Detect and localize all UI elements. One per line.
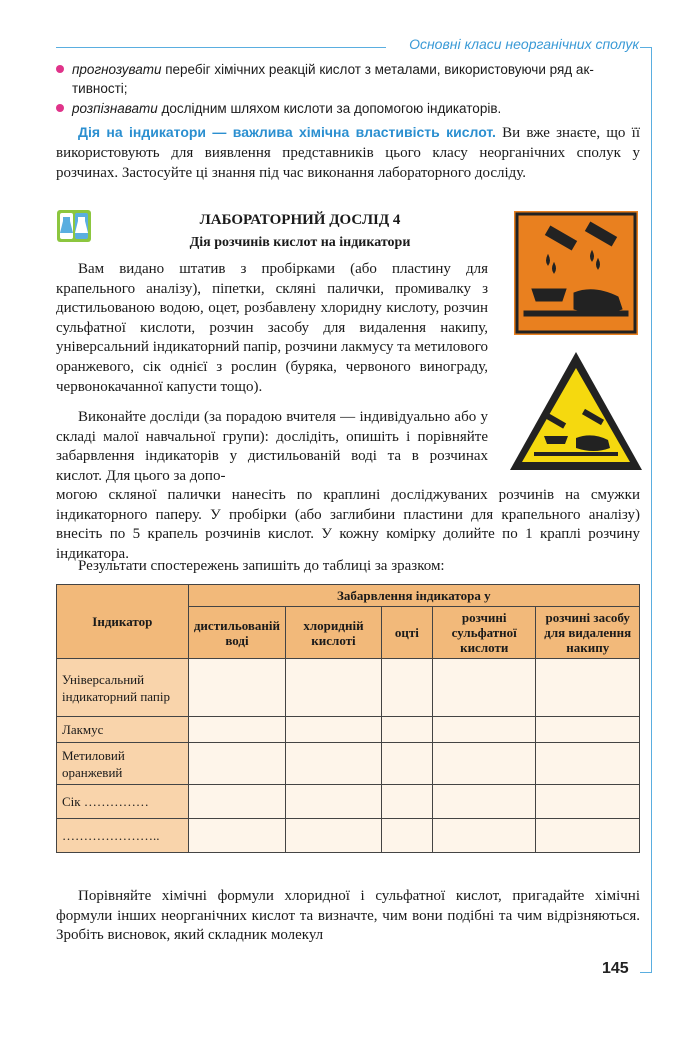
side-rule-bottom <box>640 972 652 973</box>
key-statement: Дія на індикатори — важлива хімічна властивість кислот. <box>78 124 496 140</box>
table-cell <box>536 659 640 717</box>
lab-paragraph-2: Виконайте досліди (за порадою вчителя — індивідуально або у складі малої навчальної групи): дослідіть, опишіть і порівняйте забарвлення індикаторів у дистильованій воді та в розчинах кислот. Для цього за допо- <box>56 409 488 484</box>
objective-item <box>56 60 640 98</box>
table-cell <box>188 717 286 743</box>
side-rule <box>651 47 652 972</box>
corrosive-warning-icon <box>506 348 646 474</box>
table-cell <box>188 785 286 819</box>
lab-experiment-icon <box>56 209 92 243</box>
table-cell <box>286 717 381 743</box>
row-header: Лакмус <box>57 717 189 743</box>
table-cell <box>381 785 432 819</box>
table-cell <box>536 717 640 743</box>
objective-text: дослідним шляхом кислоти за допомогою індикаторів. <box>157 101 502 116</box>
color-group-header: Забарвлення індикатора у <box>188 585 639 607</box>
closing-paragraph: Порівняйте хімічні формули хлоридної і сульфатної кислот, пригадайте хімічні формули інших неорганічних кислот та визначте, чим вони подібні та чим відрізняються. Зробіть висновок, який складник молекул <box>56 888 640 944</box>
table-cell <box>286 743 381 785</box>
corrosive-hazard-icon <box>514 211 638 335</box>
table-cell <box>188 659 286 717</box>
col-header: оцті <box>381 607 432 659</box>
table-cell <box>432 743 536 785</box>
table-row <box>57 785 640 819</box>
lab-paragraph-3: могою скляної палички нанесіть по краплині досліджуваних розчинів на смужки індикаторного паперу. У пробірки (або заглибини пластини для крапельного аналізу) внесіть по 5 крапель розчинів кислот. У кожну комірку долийте по 1 краплі розчину індикатора. <box>56 487 640 562</box>
table-row <box>57 819 640 853</box>
table-row <box>57 717 640 743</box>
lab-paragraph-4: Результати спостережень запишіть до таблиці за зразком: <box>78 558 445 574</box>
col-header: хлоридній кислоті <box>286 607 381 659</box>
table-cell <box>286 785 381 819</box>
intro-text: Ви вже знаєте, що її використовують для виявлення представників цього класу неорганічних сполук у розчинах. Застосуйте ці знання під час виконання лабораторного досліду. <box>56 125 640 181</box>
col-header: розчині засобу для видалення накипу <box>536 607 640 659</box>
row-header: Універсальний індикаторний папір <box>57 659 189 717</box>
table-cell <box>381 717 432 743</box>
lab-subtitle: Дія розчинів кислот на індикатори <box>189 235 411 250</box>
objective-item <box>56 99 640 118</box>
table-cell <box>286 659 381 717</box>
bullet-dot-icon <box>56 104 64 112</box>
results-table <box>56 584 640 853</box>
row-header: ………………….. <box>57 819 189 853</box>
table-cell <box>188 819 286 853</box>
objective-text-cont: тивності; <box>72 81 128 96</box>
col-header: розчині сульфатної кислоти <box>432 607 536 659</box>
header-rule <box>56 47 386 48</box>
objective-text: перебіг хімічних реакцій кислот з металами, використовуючи ряд ак- <box>161 62 594 77</box>
intro-paragraph <box>56 122 640 183</box>
objectives-list <box>56 60 640 119</box>
row-header: Метиловий оранжевий <box>57 743 189 785</box>
page-number: 145 <box>602 960 629 977</box>
table-row <box>57 659 640 717</box>
table-cell <box>286 819 381 853</box>
bullet-dot-icon <box>56 65 64 73</box>
table-cell <box>536 785 640 819</box>
table-cell <box>381 743 432 785</box>
table-cell <box>536 819 640 853</box>
objective-term: прогнозувати <box>72 62 162 77</box>
objective-term: розпізнавати <box>72 101 158 116</box>
col-indicator-header: Індикатор <box>57 585 189 659</box>
table-cell <box>432 819 536 853</box>
lab-title: ЛАБОРАТОРНИЙ ДОСЛІД 4 <box>199 212 401 228</box>
col-header: дистильованій воді <box>188 607 286 659</box>
table-cell <box>381 659 432 717</box>
table-cell <box>432 717 536 743</box>
table-cell <box>432 785 536 819</box>
table-cell <box>381 819 432 853</box>
row-header: Сік …………… <box>57 785 189 819</box>
table-row <box>57 743 640 785</box>
table-cell <box>432 659 536 717</box>
lab-paragraph-1: Вам видано штатив з пробірками (або пластину для крапельного аналізу), піпетки, скляні палички, промивалку з дистильованою водою, оцет, розбавлену хлоридну кислоту, розчин сульфатної кислоти, розчин засобу для видалення накипу, універсальний індикаторний папір, розчини лакмусу та метилового оранжевого, сік однієї з рослин (буряка, червоного винограду, червонокачанної капусти тощо). <box>56 261 488 395</box>
table-cell <box>188 743 286 785</box>
table-cell <box>536 743 640 785</box>
running-header: Основні класи неорганічних сполук <box>409 36 639 52</box>
